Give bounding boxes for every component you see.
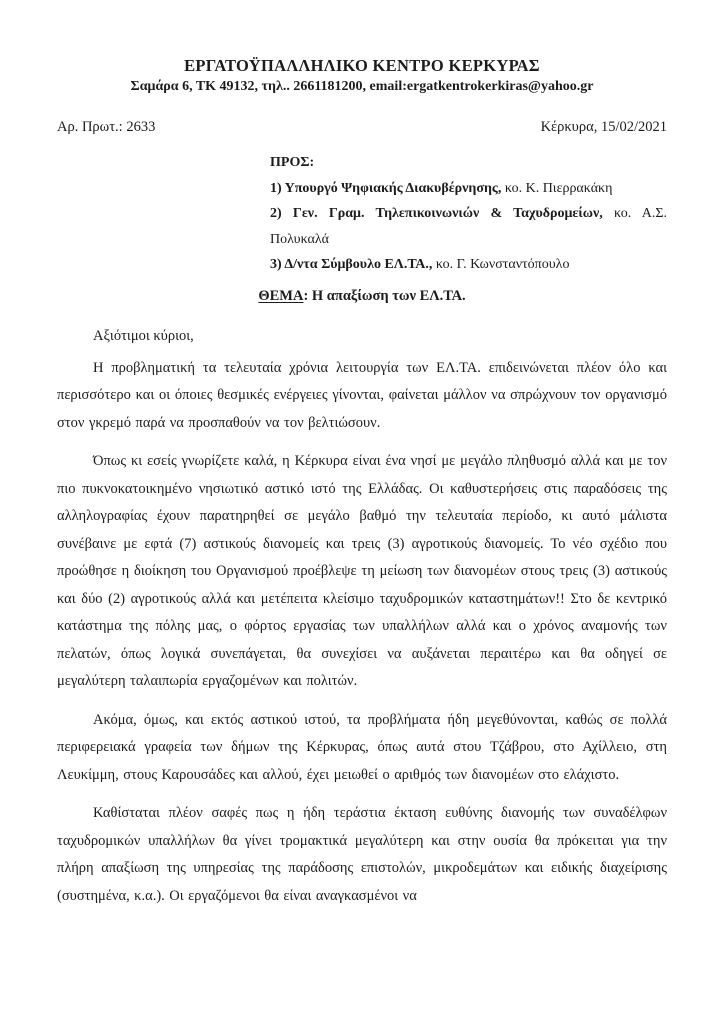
body-paragraph: Ακόμα, όμως, και εκτός αστικού ιστού, τα προβλήματα ήδη μεγεθύνονται, καθώς σε πολλά περιφερειακά γραφεία των δήμων της Κέρκυρας, όπως αυτά στου Τζάβρου, στο Αχίλλειο, στη Λευκίμμη, στους Καρουσάδες και αλλού, έχει μειωθεί ο αριθμός των διανομέων στο ελάχιστο.: [57, 711, 667, 783]
subject-text: : Η απαξίωση των ΕΛ.ΤΑ.: [303, 287, 466, 304]
org-address: Σαμάρα 6, ΤΚ 49132, τηλ.. 2661181200, email:ergatkentrokerkiras@yahoo.gr: [130, 79, 594, 94]
meta-row: [57, 118, 667, 136]
recipient-person: κο. Γ. Κωνσταντόπουλο: [432, 257, 570, 272]
org-name: ΕΡΓΑΤΟΫΠΑΛΛΗΛΙΚΟ ΚΕΝΤΡΟ ΚΕΡΚΥΡΑΣ: [184, 56, 540, 75]
body-paragraph: Η προβληματική τα τελευταία χρόνια λειτουργία των ΕΛ.ΤΑ. επιδεινώνεται πλέον όλο και περισσότερο και οι όποιες θεσμικές ενέργειες γίνονται, φαίνεται μάλλον να σπρώχνουν τον οργανισμό στον γκρεμό παρά να προσπαθούν να τον βελτιώσουν.: [57, 359, 667, 431]
protocol-number: Αρ. Πρωτ.: 2633: [57, 119, 156, 135]
recipient-role: 1) Υπουργό Ψηφιακής Διακυβέρνησης,: [270, 180, 502, 196]
recipient-item: [270, 252, 667, 278]
body-paragraph: Όπως κι εσείς γνωρίζετε καλά, η Κέρκυρα είναι ένα νησί με μεγάλο πληθυσμό αλλά και με τον πιο πυκνοκατοικημένο νησιωτικό αστικό ιστό της Ελλάδας. Οι καθυστερήσεις στις παραδόσεις της αλληλογραφίας έχουν παρατηρηθεί σε μεγάλο βαθμό την τελευταία περίοδο, κι αυτό μάλιστα συνέβαινε με εφτά (7) αστικούς διανομείς και τρεις (3) αγροτικούς διανομείς. Το νέο σχέδιο που προώθησε η διοίκηση του Οργανισμού προέβλεψε τη μείωση των διανομέων στους τρεις (3) αστικούς και δύο (2) αγροτικούς αλλά και μετέπειτα κλείσιμο ταχυδρομικών καταστημάτων!! Στο δε κεντρικό κατάστημα της πόλης μας, ο φόρτος εργασίας των υπαλλήλων αλλά και ο χρόνος αναμονής των πελατών, όπως λογικά συνεπάγεται, θα συνεχίσει να αυξάνεται περαιτέρω και θα οδηγεί σε μεγαλύτερη ταλαιπωρία εργαζομένων και πολιτών.: [57, 453, 667, 689]
letter-header: [57, 55, 667, 97]
recipients-heading: ΠΡΟΣ:: [270, 155, 315, 170]
place-date: Κέρκυρα, 15/02/2021: [540, 119, 667, 135]
subject-line: [57, 286, 667, 306]
recipients-block: [270, 150, 667, 278]
subject-label: ΘΕΜΑ: [258, 287, 304, 304]
recipient-item: [270, 176, 667, 202]
recipient-role: 2) Γεν. Γραμ. Τηλεπικοινωνιών & Ταχυδρομείων,: [270, 206, 603, 221]
body-paragraph: Καθίσταται πλέον σαφές πως η ήδη τεράστια έκταση ευθύνης διανομής των συναδέλφων ταχυδρομικών υπαλλήλων θα γίνει τρομακτικά μεγαλύτερη και στην ουσία θα πρόκειται για την πλήρη απαξίωση της υπηρεσίας της παράδοσης επιστολών, μικροδεμάτων και ειδικής διαχείρισης (συστημένα, κ.α.). Οι εργαζόμενοι θα είναι αναγκασμένοι να: [57, 805, 667, 904]
recipient-item: [270, 201, 667, 252]
salutation: Αξιότιμοι κύριοι,: [93, 327, 194, 344]
recipient-person: κο. Κ. Πιερρακάκη: [501, 180, 613, 196]
recipient-role: 3) Δ/ντα Σύμβουλο ΕΛ.ΤΑ.,: [270, 257, 433, 272]
recipient-person: κο. Α.Σ. Πολυκαλά: [270, 206, 668, 247]
